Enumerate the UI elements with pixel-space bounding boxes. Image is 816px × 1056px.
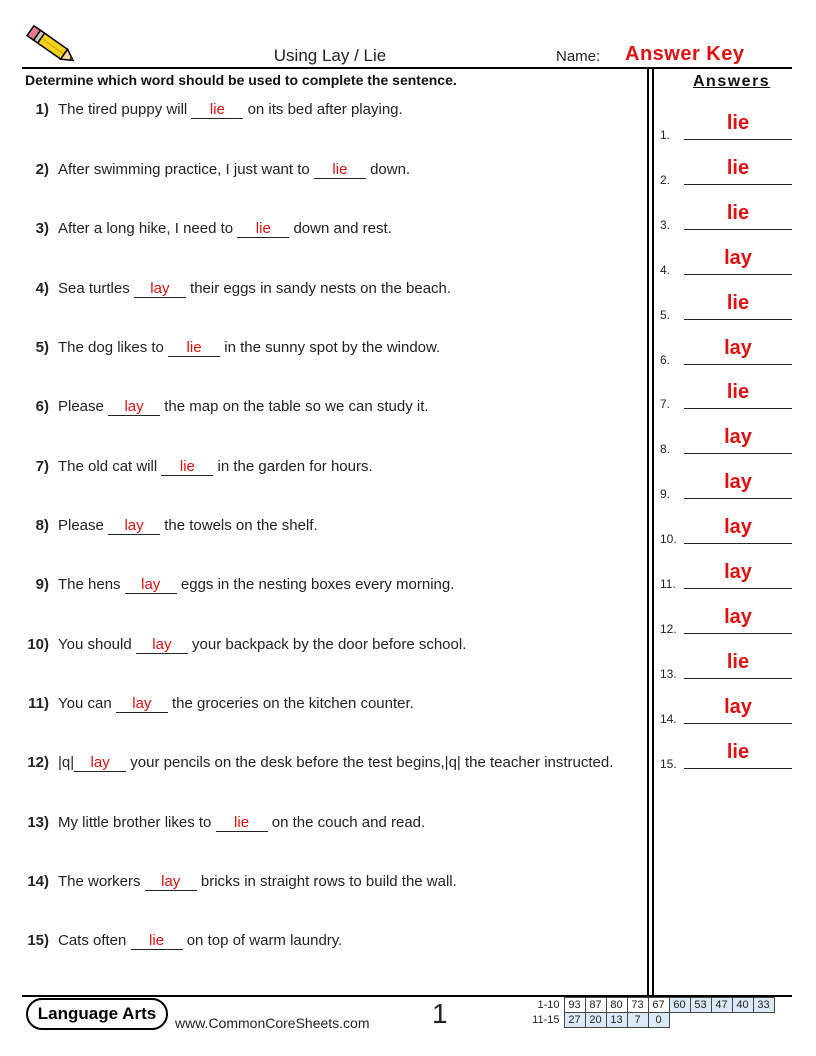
answer-line (684, 543, 792, 544)
score-cell: 40 (732, 998, 753, 1013)
question-item (20, 397, 620, 417)
answer-line (684, 274, 792, 275)
question-text (58, 219, 620, 239)
answer-word[interactable]: lay (724, 471, 752, 494)
question-text-before: The tired puppy will (58, 101, 192, 118)
score-cell: 93 (564, 998, 585, 1013)
answer-line (684, 723, 792, 724)
question-number: 12) (27, 754, 49, 771)
question-number: 13) (27, 814, 49, 831)
question-text (58, 694, 620, 714)
question-number: 5) (35, 339, 49, 356)
question-text (58, 516, 620, 536)
score-cell: 87 (585, 998, 606, 1013)
answers-heading: Answers (693, 73, 771, 90)
answer-blank[interactable]: lie (216, 815, 268, 832)
question-text-after: on its bed after playing. (243, 101, 403, 118)
answer-number: 13. (660, 666, 677, 681)
answer-blank[interactable]: lie (191, 102, 243, 119)
answer-blank[interactable]: lie (131, 933, 183, 950)
question-text (58, 397, 620, 417)
score-row (526, 998, 774, 1013)
answer-word[interactable]: lie (726, 112, 750, 134)
answer-line (684, 678, 792, 679)
answer-blank[interactable]: lay (108, 518, 160, 535)
answer-word[interactable]: lie (726, 381, 750, 404)
answer-row (660, 696, 792, 726)
question-number: 2) (35, 161, 49, 178)
question-text-after: your pencils on the desk before the test begins,|q| the teacher instructed. (126, 754, 614, 771)
answer-line (684, 184, 792, 185)
answer-row (660, 292, 792, 322)
answer-row (660, 381, 792, 411)
column-divider (652, 67, 654, 997)
score-table (526, 997, 775, 1028)
question-number: 4) (35, 280, 49, 297)
question-item (20, 753, 620, 773)
question-number: 14) (27, 873, 49, 890)
question-item (20, 338, 620, 358)
answer-number: 10. (660, 532, 677, 547)
answer-blank[interactable]: lay (125, 577, 177, 594)
question-text-before: Please (58, 398, 109, 415)
question-text-before: |q| (58, 754, 75, 771)
score-cell: 47 (711, 998, 732, 1013)
answer-number: 8. (660, 442, 671, 457)
question-text (58, 753, 620, 773)
score-cell: 27 (564, 1013, 585, 1028)
answer-line (684, 408, 792, 409)
answer-number: 1. (660, 128, 671, 142)
answer-row (660, 516, 792, 546)
worksheet-title: Using Lay / Lie (273, 46, 387, 65)
name-label: Name: (556, 48, 601, 65)
question-number: 1) (35, 101, 49, 118)
answer-blank[interactable]: lie (161, 459, 213, 476)
answer-word[interactable]: lay (724, 336, 752, 359)
question-item (20, 279, 620, 299)
answer-line (684, 498, 792, 499)
answer-row (660, 157, 792, 187)
answer-number: 12. (660, 621, 677, 636)
answer-number: 14. (660, 711, 677, 726)
score-cell: 67 (648, 998, 669, 1013)
question-text-before: My little brother likes to (58, 814, 216, 831)
question-text-before: Sea turtles (58, 280, 134, 297)
question-item (20, 100, 620, 120)
question-number: 9) (35, 576, 49, 593)
answer-word[interactable]: lay (724, 246, 752, 269)
answer-line (684, 364, 792, 365)
question-text-before: Cats often (58, 932, 131, 949)
question-text (58, 931, 620, 951)
score-cell: 13 (606, 1013, 627, 1028)
question-text-after: eggs in the nesting boxes every morning. (176, 576, 455, 593)
answer-word[interactable]: lay (724, 426, 752, 449)
answer-number: 3. (660, 217, 671, 232)
answer-blank[interactable]: lie (168, 340, 220, 357)
answer-word[interactable]: lay (724, 561, 752, 583)
answer-row (660, 426, 792, 456)
answer-blank[interactable]: lay (145, 874, 197, 891)
question-text-before: You can (58, 695, 116, 712)
answer-number: 4. (660, 262, 671, 277)
answer-word[interactable]: lie (726, 650, 750, 673)
answer-row (660, 741, 792, 771)
question-text-before: The dog likes to (58, 339, 169, 356)
answer-blank[interactable]: lay (108, 399, 160, 416)
question-text-before: The old cat will (58, 458, 162, 475)
question-text (58, 279, 620, 299)
score-cell: 73 (627, 998, 648, 1013)
answer-line (684, 768, 792, 769)
answer-line (684, 633, 792, 634)
score-cell: 7 (627, 1013, 648, 1028)
score-range-label: 11-15 (532, 1014, 560, 1026)
answer-blank[interactable]: lay (136, 637, 188, 654)
question-text-before: The hens (58, 576, 125, 593)
question-item (20, 457, 620, 477)
answer-line (684, 453, 792, 454)
column-divider (647, 67, 649, 997)
question-item (20, 872, 620, 892)
question-text-after: on the couch and read. (267, 814, 426, 831)
question-item (20, 516, 620, 536)
score-cell: 0 (648, 1013, 669, 1028)
score-cell: 60 (669, 998, 690, 1013)
question-item (20, 813, 620, 833)
answer-line (684, 139, 792, 140)
question-text-after: the groceries on the kitchen counter. (167, 695, 414, 712)
answer-blank[interactable]: lay (74, 755, 126, 772)
question-number: 15) (27, 932, 49, 949)
answer-blank[interactable]: lie (237, 221, 289, 238)
answer-line (684, 319, 792, 320)
answer-row (660, 337, 792, 367)
answer-word[interactable]: lie (726, 291, 750, 314)
question-number: 10) (27, 636, 49, 653)
question-text-before: After swimming practice, I just want to (58, 161, 314, 178)
instructions: Determine which word should be used to complete the sentence. (25, 72, 457, 88)
answer-number: 15. (660, 756, 677, 771)
question-item (20, 219, 620, 239)
question-text-after: on top of warm laundry. (182, 932, 343, 949)
answer-word[interactable]: lay (724, 695, 752, 718)
score-range-label: 1-10 (537, 999, 560, 1011)
question-text (58, 813, 620, 833)
top-divider (22, 67, 792, 69)
page-number: 1 (432, 998, 448, 1029)
question-item (20, 931, 620, 951)
answer-row (660, 471, 792, 501)
score-cell: 20 (585, 1013, 606, 1028)
question-text (58, 100, 620, 120)
question-text-after: down and rest. (289, 220, 392, 237)
answer-row (660, 112, 792, 142)
question-item (20, 694, 620, 714)
question-text-before: After a long hike, I need to (58, 220, 238, 237)
question-text-after: in the garden for hours. (213, 458, 373, 475)
answer-number: 6. (660, 352, 671, 367)
question-text-after: in the sunny spot by the window. (220, 339, 441, 356)
answer-word[interactable]: lie (726, 201, 750, 224)
answer-number: 5. (660, 307, 671, 322)
answer-blank[interactable]: lay (116, 696, 168, 713)
answer-word[interactable]: lie (726, 740, 750, 763)
answer-number: 11. (660, 577, 676, 591)
question-item (20, 635, 620, 655)
answer-row (660, 561, 792, 591)
question-text (58, 338, 620, 358)
score-cell: 53 (690, 998, 711, 1013)
website-link[interactable]: www.CommonCoreSheets.com (175, 1015, 370, 1031)
question-text-after: down. (365, 161, 411, 178)
question-text-after: your backpack by the door before school. (187, 636, 467, 653)
answer-number: 9. (660, 487, 671, 502)
question-text-before: Please (58, 517, 109, 534)
answer-word[interactable]: lay (724, 605, 752, 628)
answer-row (660, 202, 792, 232)
answer-number: 2. (660, 172, 671, 187)
score-cell: 33 (753, 998, 774, 1013)
answer-row (660, 606, 792, 636)
question-text (58, 635, 620, 655)
question-number: 6) (35, 398, 49, 415)
answer-line (684, 229, 792, 230)
question-number: 8) (35, 517, 49, 534)
question-text-after: their eggs in sandy nests on the beach. (185, 280, 452, 297)
question-text (58, 575, 620, 595)
answer-key-label: Answer Key (625, 43, 745, 65)
question-item (20, 575, 620, 595)
answer-line (684, 588, 792, 589)
answer-blank[interactable]: lie (314, 162, 366, 179)
question-text-after: the map on the table so we can study it. (160, 398, 429, 415)
question-text (58, 160, 620, 180)
answer-word[interactable]: lie (726, 156, 750, 179)
question-number: 7) (35, 458, 49, 475)
score-cell: 80 (606, 998, 627, 1013)
question-text-before: You should (58, 636, 136, 653)
score-row (526, 1013, 774, 1028)
question-text-after: the towels on the shelf. (160, 517, 318, 534)
question-text-before: The workers (58, 873, 145, 890)
question-text-after: bricks in straight rows to build the wall. (196, 873, 457, 890)
question-number: 3) (35, 220, 49, 237)
answer-blank[interactable]: lay (134, 281, 186, 298)
answer-number: 7. (660, 397, 671, 412)
answer-row (660, 651, 792, 681)
question-text (58, 872, 620, 892)
subject-badge: Language Arts (26, 998, 168, 1030)
question-item (20, 160, 620, 180)
answer-word[interactable]: lay (724, 516, 752, 539)
answer-row (660, 247, 792, 277)
question-text (58, 457, 620, 477)
question-number: 11) (28, 695, 49, 712)
